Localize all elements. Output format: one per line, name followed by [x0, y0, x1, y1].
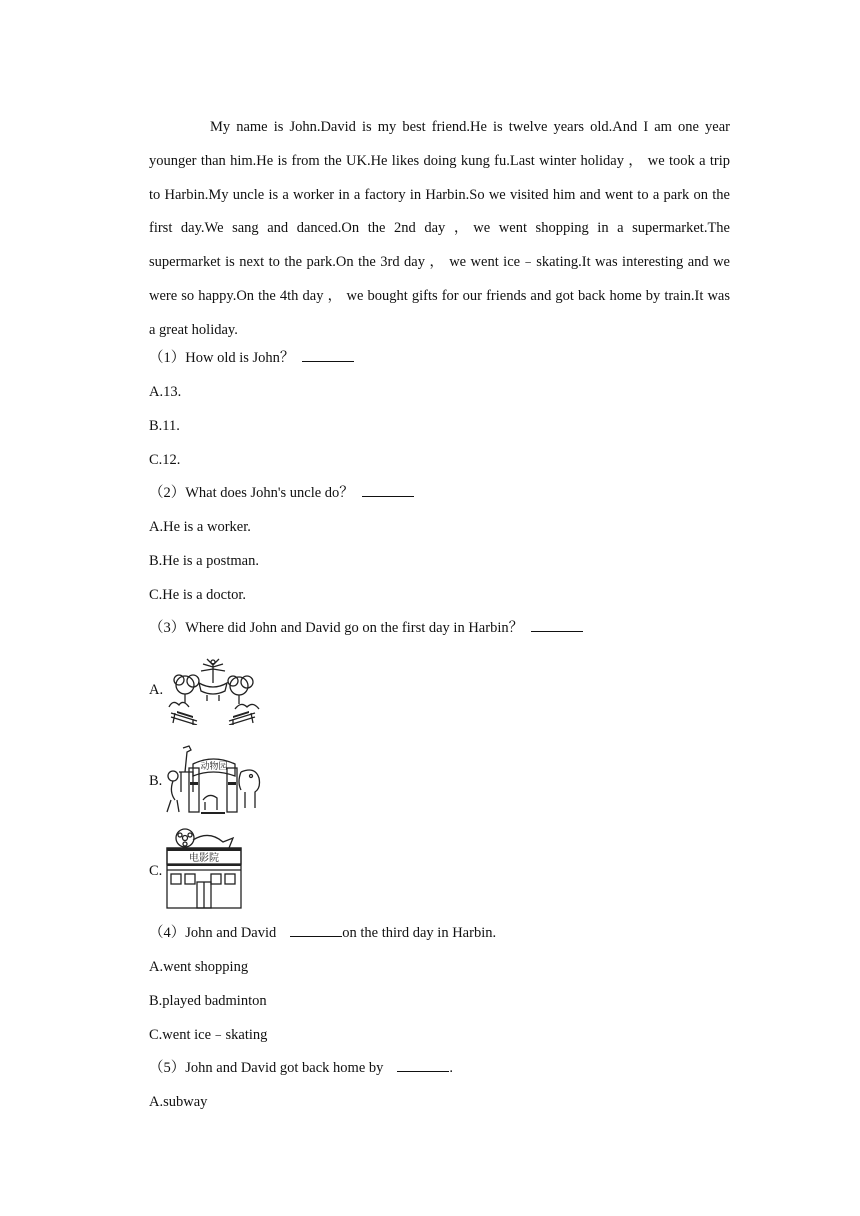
- question-3: [149, 617, 583, 639]
- park-fountain-picture: [163, 655, 265, 725]
- question-5-stem-before: （5）John and David got back home by: [149, 1060, 384, 1076]
- question-1: [149, 347, 354, 369]
- answer-blank-1[interactable]: [302, 347, 354, 362]
- question-1-option-c[interactable]: C.12.: [149, 452, 181, 468]
- question-2: [149, 482, 414, 504]
- question-1-stem: （1）How old is John？: [149, 350, 295, 366]
- question-5-stem-after: .: [449, 1060, 454, 1076]
- answer-blank-4[interactable]: [290, 922, 342, 937]
- reading-passage: My name is John.David is my best friend.He is twelve years old.And I am one year younger than him.He is from the UK.He likes doing kung fu.Last winter holiday ， we took a trip to Harbin.My uncle is a worker in a factory in Harbin.So we visited him and went to a park on the first day.We sang and danced.On the 2nd day ，we went shopping in a supermarket.The supermarket is next to the park.On the 3rd day ， we went ice﹣skating.It was interesting and we were so happy.On the 4th day ， we bought gifts for our friends and got back home by train.It was a great holiday.: [149, 119, 730, 338]
- cinema-sign-text: 电影院: [189, 853, 219, 864]
- question-4-stem-before: （4）John and David: [149, 925, 277, 941]
- question-2-option-a[interactable]: A.He is a worker.: [149, 519, 251, 535]
- question-3-option-a-label[interactable]: A.: [149, 682, 164, 698]
- question-2-stem: （2）What does John's uncle do？: [149, 485, 354, 501]
- question-5: [149, 1057, 453, 1079]
- answer-blank-3[interactable]: [531, 617, 583, 632]
- question-4-option-a[interactable]: A.went shopping: [149, 959, 249, 975]
- question-4-option-b[interactable]: B.played badminton: [149, 993, 267, 1009]
- question-3-option-c-label[interactable]: C.: [149, 863, 163, 879]
- zoo-gate-picture: [163, 742, 265, 816]
- question-1-option-a[interactable]: A.13.: [149, 384, 182, 400]
- question-2-option-b[interactable]: B.He is a postman.: [149, 553, 259, 569]
- question-3-stem: （3）Where did John and David go on the first day in Harbin？: [149, 620, 524, 636]
- question-1-option-b[interactable]: B.11.: [149, 418, 180, 434]
- question-2-option-c[interactable]: C.He is a doctor.: [149, 587, 247, 603]
- question-4: [149, 922, 496, 944]
- answer-blank-5[interactable]: [397, 1057, 449, 1072]
- question-3-option-b-label[interactable]: B.: [149, 773, 163, 789]
- cinema-picture: [163, 826, 243, 910]
- answer-blank-2[interactable]: [362, 482, 414, 497]
- question-4-option-c[interactable]: C.went ice﹣skating: [149, 1027, 268, 1043]
- question-5-option-a[interactable]: A.subway: [149, 1094, 208, 1110]
- zoo-sign-text: 动物园: [200, 762, 228, 772]
- question-4-stem-after: on the third day in Harbin.: [342, 925, 497, 941]
